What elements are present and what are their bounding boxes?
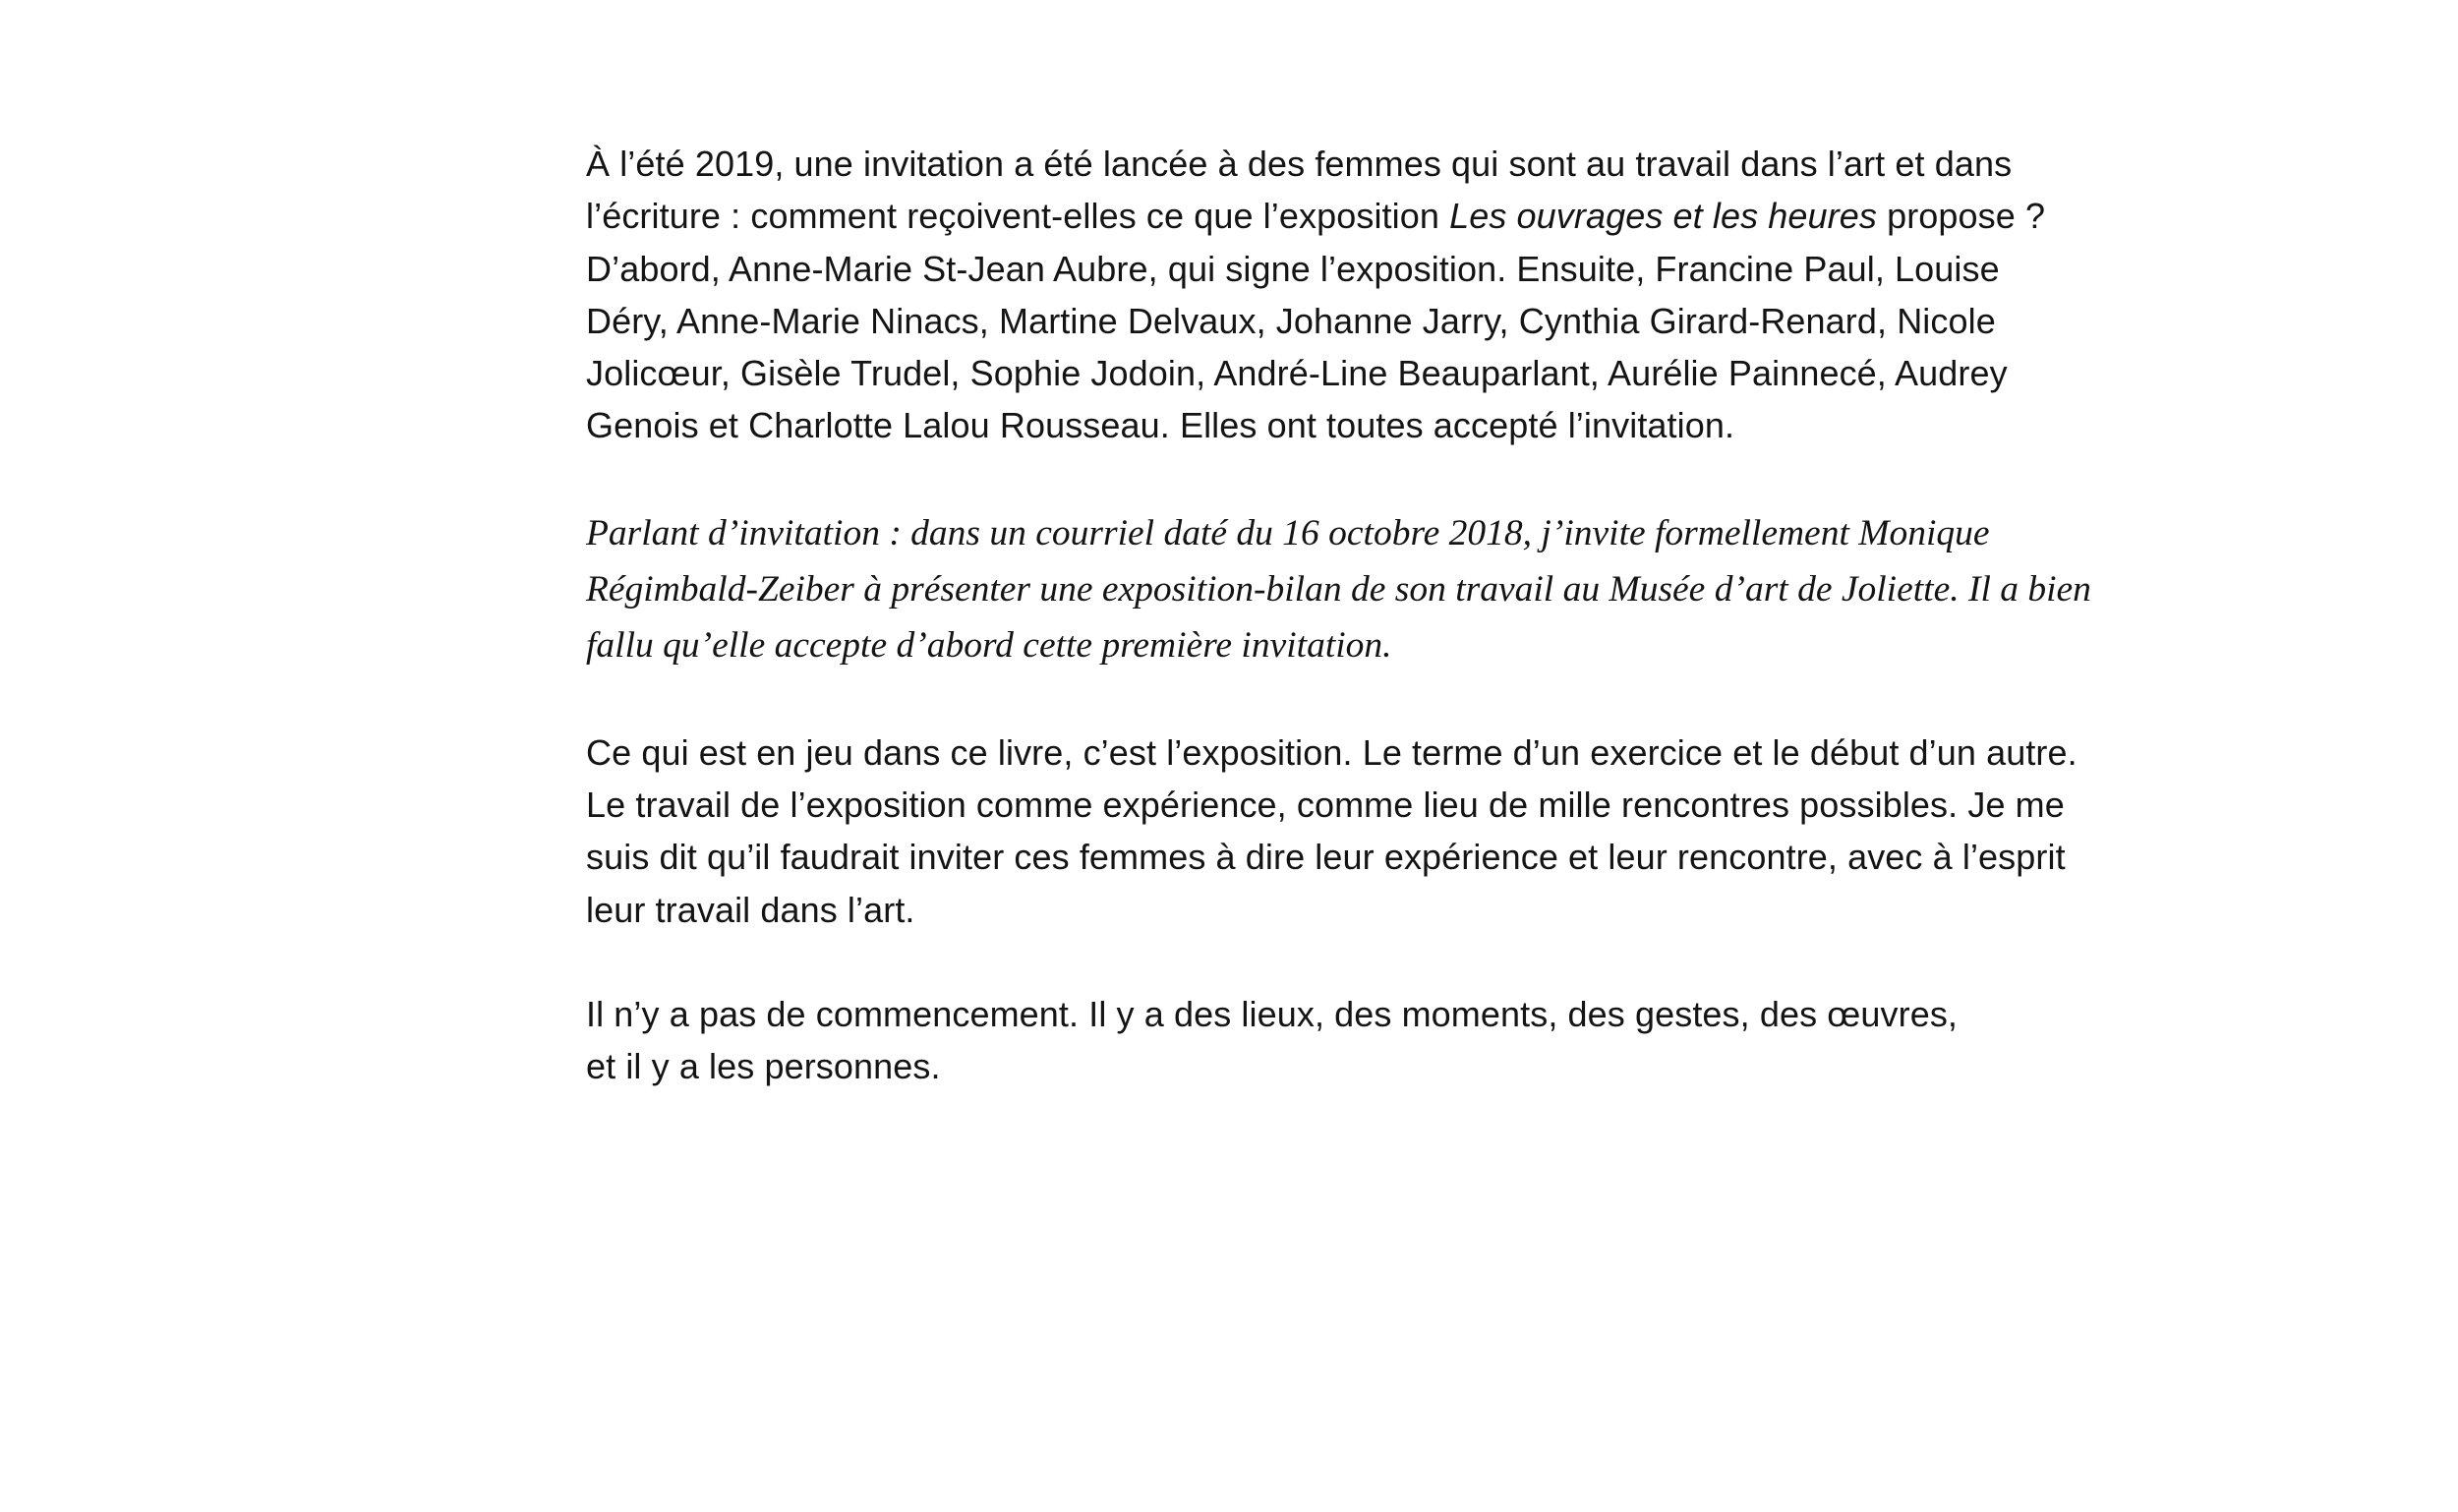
quote-line-1: Parlant d’invitation : dans un courriel daté du 16 octobre 2018, j’invite formellement Monique [586,512,1990,553]
text-column [586,138,2159,1093]
exhibition-title: Les ouvrages et les heures [1449,196,1877,237]
intro-line-6: Genois et Charlotte Lalou Rousseau. Elles ont toutes accepté l’invitation. [586,405,1735,446]
stake-line-3: suis dit qu’il faudrait inviter ces femmes à dire leur expérience et leur rencontre, avec à l’esprit [586,837,2066,878]
closing-line-1: Il n’y a pas de commencement. Il y a des lieux, des moments, des gestes, des œuvres, [586,993,1959,1034]
stake-line-4: leur travail dans l’art. [586,889,915,930]
stake-line-2: Le travail de l’exposition comme expérience, comme lieu de mille rencontres possibles. Je me [586,785,2065,826]
intro-line-1: À l’été 2019, une invitation a été lancée à des femmes qui sont au travail dans l’art et dans [586,144,2013,184]
quote-line-3: fallu qu’elle accepte d’abord cette première invitation. [586,624,1392,666]
intro-paragraph [586,138,2159,452]
intro-line-4: Déry, Anne-Marie Ninacs, Martine Delvaux, Johanne Jarry, Cynthia Girard-Renard, Nicole [586,300,1996,341]
intro-line-2-start: l’écriture : comment reçoivent-elles ce que l’exposition [586,196,1450,237]
stake-line-1: Ce qui est en jeu dans ce livre, c’est l’exposition. Le terme d’un exercice et le début d’un autre. [586,731,2078,773]
closing-paragraph [586,988,2159,1093]
intro-line-3: D’abord, Anne-Marie St-Jean Aubre, qui signe l’exposition. Ensuite, Francine Paul, Louise [586,248,2000,289]
stake-paragraph [586,727,2159,936]
intro-line-5: Jolicœur, Gisèle Trudel, Sophie Jodoin, André-Line Beauparlant, Aurélie Painnecé, Audrey [586,353,2008,394]
quote-paragraph [586,505,2159,673]
closing-line-2: et il y a les personnes. [586,1046,941,1087]
quote-line-2: Régimbald-Zeiber à présenter une exposition-bilan de son travail au Musée d’art de Joliette. Il a bien [586,568,2091,610]
intro-line-2-end: propose ? [1876,196,2046,237]
